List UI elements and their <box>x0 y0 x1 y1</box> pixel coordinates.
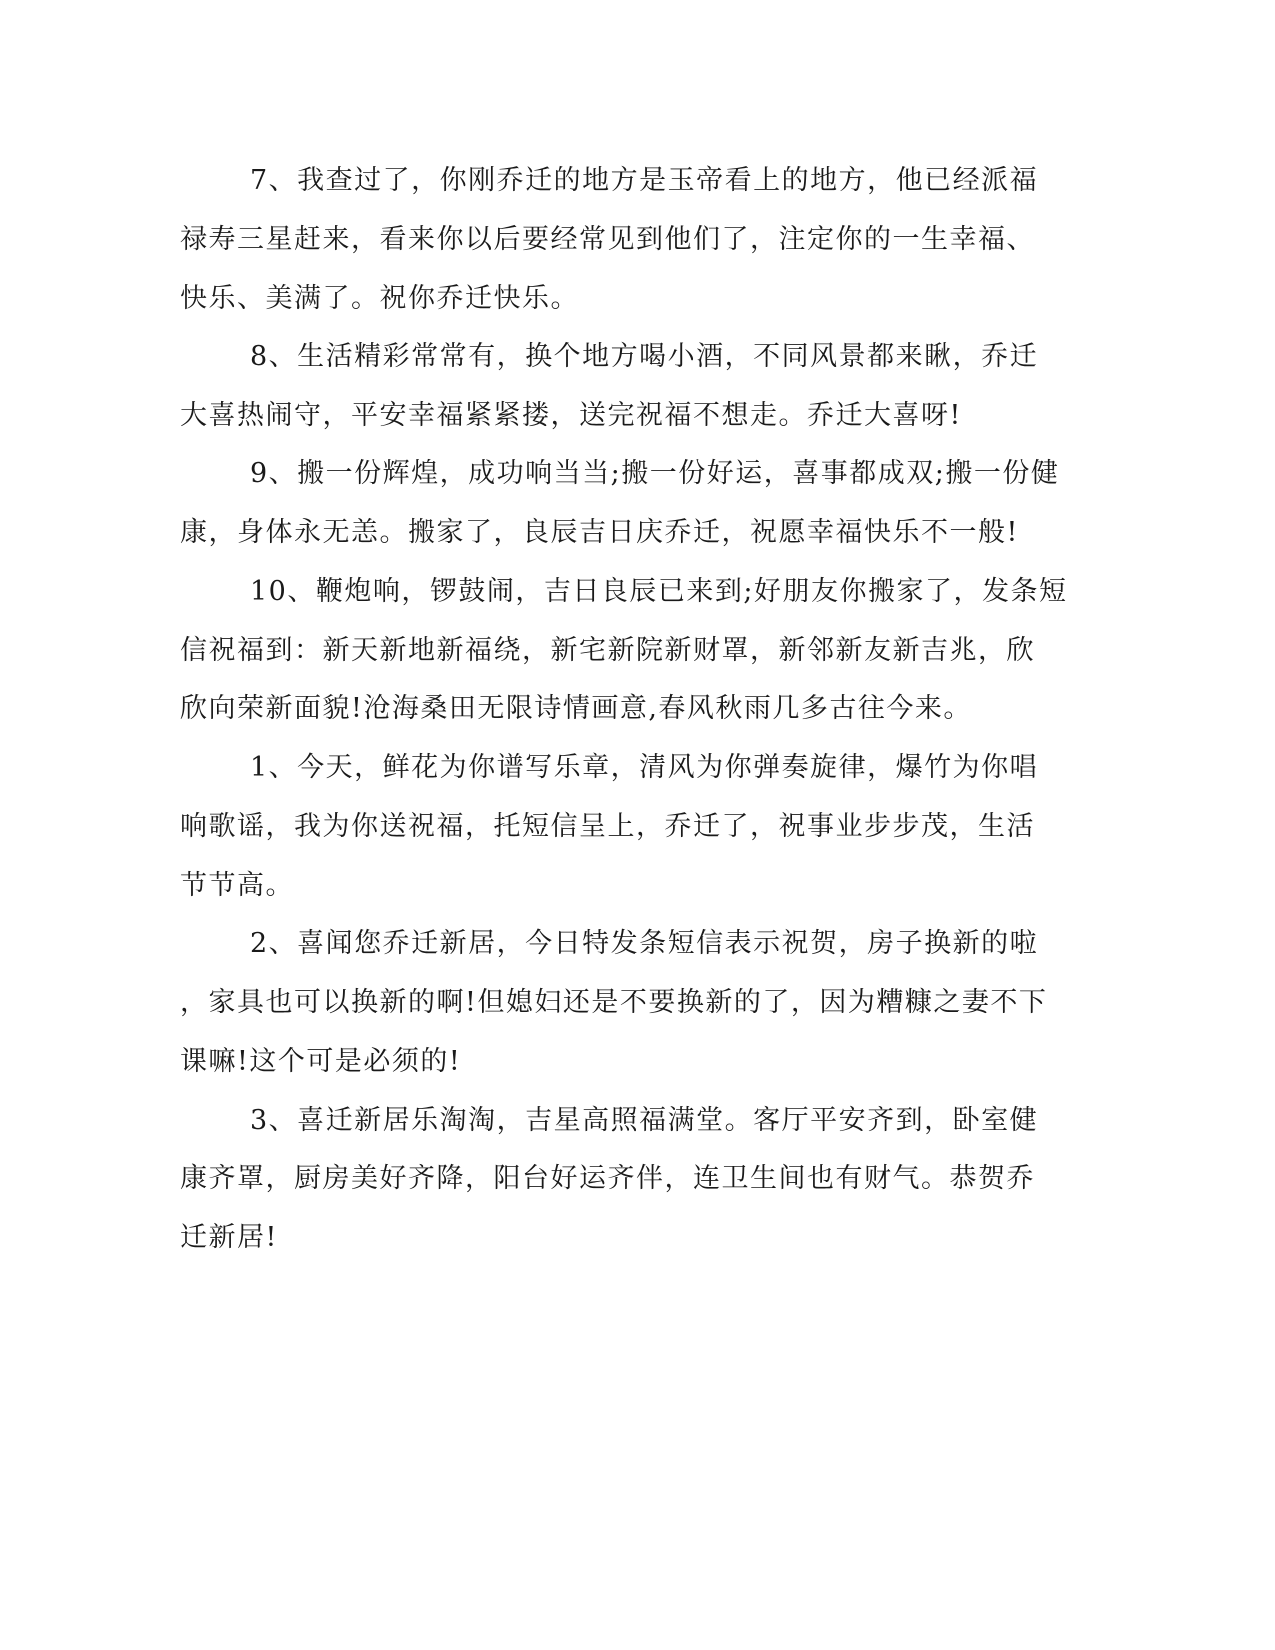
paragraph-9-line-1: 9、搬一份辉煌，成功响当当;搬一份好运，喜事都成双;搬一份健 <box>250 458 1060 489</box>
paragraph-2-line-1: 2、喜闻您乔迁新居，今日特发条短信表示祝贺，房子换新的啦 <box>250 928 1039 959</box>
paragraph-3-line-1: 3、喜迁新居乐淘淘，吉星高照福满堂。客厅平安齐到，卧室健 <box>250 1105 1039 1136</box>
paragraph-2-line-2: ，家具也可以换新的啊!但媳妇还是不要换新的了，因为糟糠之妻不下 <box>180 987 1048 1018</box>
paragraph-10-line-3: 欣向荣新面貌!沧海桑田无限诗情画意,春风秋雨几多古往今来。 <box>180 693 972 724</box>
paragraph-1-line-2: 响歌谣，我为你送祝福，托短信呈上，乔迁了，祝事业步步茂，生活 <box>180 811 1035 842</box>
paragraph-2-line-3: 课嘛!这个可是必须的! <box>180 1046 462 1077</box>
paragraph-1-line-3: 节节高。 <box>180 870 294 901</box>
paragraph-10-line-2: 信祝福到：新天新地新福绕，新宅新院新财罩，新邻新友新吉兆，欣 <box>180 635 1035 666</box>
paragraph-3-line-2: 康齐罩，厨房美好齐降，阳台好运齐伴，连卫生间也有财气。恭贺乔 <box>180 1163 1035 1194</box>
paragraph-3-line-3: 迁新居! <box>180 1222 278 1253</box>
paragraph-7-line-3: 快乐、美满了。祝你乔迁快乐。 <box>180 283 579 314</box>
paragraph-8-line-1: 8、生活精彩常常有，换个地方喝小酒，不同风景都来瞅，乔迁 <box>250 341 1039 372</box>
paragraph-7-line-1: 7、我查过了，你刚乔迁的地方是玉帝看上的地方，他已经派福 <box>250 165 1039 196</box>
paragraph-1-line-1: 1、今天，鲜花为你谱写乐章，清风为你弹奏旋律，爆竹为你唱 <box>250 752 1039 783</box>
paragraph-7-line-2: 禄寿三星赶来，看来你以后要经常见到他们了，注定你的一生幸福、 <box>180 224 1035 255</box>
paragraph-9-line-2: 康，身体永无恙。搬家了，良辰吉日庆乔迁，祝愿幸福快乐不一般! <box>180 517 1019 548</box>
paragraph-10-line-1: 10、鞭炮响，锣鼓闹，吉日良辰已来到;好朋友你搬家了，发条短 <box>250 576 1068 607</box>
paragraph-8-line-2: 大喜热闹守，平安幸福紧紧搂，送完祝福不想走。乔迁大喜呀! <box>180 400 962 431</box>
